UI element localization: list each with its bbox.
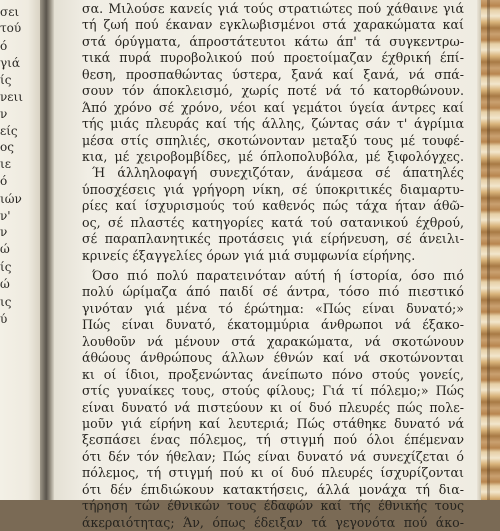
text-line: σουν τόν άποκλεισμό, χωρίς ποτέ νά τό κατορθώνουν. — [82, 83, 464, 99]
left-page-fragment: ν — [0, 107, 8, 121]
left-page-fragment: ίς — [0, 260, 12, 274]
left-page-fragment: ώ — [0, 277, 10, 291]
text-line: θεση, προσπαθώντας ύστερα, ξανά καί ξανά, νά σπά- — [82, 66, 464, 82]
left-page-fragment: ό — [0, 174, 8, 188]
left-page-fragment: ιών — [0, 192, 22, 206]
text-line: άθώους άνθρώπους άλλων έθνών καί νά σκοτώνονται — [82, 350, 464, 366]
left-page-fragment: νειι — [0, 90, 23, 104]
text-line: Άπό χρόνο σέ χρόνο, νέοι καί γεμάτοι ύγεία άντρες καί — [82, 99, 464, 115]
text-line: κι οί ίδιοι, προξενώντας άνείπωτο πόνο στούς γονείς, — [82, 366, 464, 382]
text-line: ος, σέ πλαστές κατηγορίες κατά τού σατανικού έχθρού, — [82, 214, 464, 230]
text-line: τή ζωή πού έκαναν εγκλωβισμένοι στά χαρακώματα καί — [82, 17, 464, 33]
text-line: ότι δέν τόν ήθελαν; Πώς είναι δυνατό νά συνεχίζεται ό — [82, 448, 464, 464]
text-line: τικά πυρά πυροβολικού πού προετοίμαζαν έχθρική έπί- — [82, 50, 464, 66]
text-line: λουθοῦν νά μένουν στά χαρακώματα, νά σκοτώνουν — [82, 333, 464, 349]
text-line: γινόταν γιά μένα τό έρώτημα: «Πώς είναι δυνατό;» — [82, 300, 464, 316]
text-line: ύποσχέσεις γιά γρήγορη νίκη, σέ ύποκριτικές διαμαρτυ- — [82, 181, 464, 197]
text-line: κια, μέ χειροβομβίδες, μέ όπλοπολυβόλα, μέ ξιφολόγχες. — [82, 148, 464, 164]
text-line: σέ παραπλανητικές προτάσεις γιά είρήνευση, σέ άνειλι- — [82, 231, 464, 247]
text-line: κρινείς έξαγγελίες όρων γιά μιά συμφωνία είρήνης. — [82, 247, 416, 263]
left-page-fragment: ύ — [0, 312, 8, 326]
text-line: στίς γυναίκες τους, στούς φίλους; Γιά τί πόλεμο;» Πώς — [82, 383, 464, 399]
left-page-fragment: είς — [0, 124, 18, 138]
body-text — [82, 1, 464, 531]
text-line: πόλεμος, τή στιγμή πού κι οί δυό πλευρές ίσχυρίζονται — [82, 465, 464, 481]
text-line: πολύ ώρίμαζα άπό παιδί σέ άντρα, τόσο πιό πιεστικό — [82, 284, 464, 300]
left-page-fragment: ό — [0, 39, 8, 53]
text-line: άκεραιότητας; Άν, όπως έδειξαν τά γεγονότα πού άκο- — [82, 514, 464, 530]
left-page-fragment: ν' — [0, 209, 11, 223]
left-page-fragment: ος — [0, 140, 14, 154]
left-page-fragment: ίς — [0, 73, 12, 87]
text-line: στά όρύγματα, άπροστάτευτοι κάτω άπ' τά συγκεντρω- — [82, 33, 464, 49]
left-page-fragment: ις — [0, 295, 12, 309]
left-page-fragment: ν — [0, 225, 8, 239]
left-page-fragment: γιά — [0, 56, 20, 70]
left-page-fragment: ιε — [0, 157, 11, 171]
left-page — [0, 0, 40, 500]
book-gutter — [40, 0, 54, 500]
text-line: τήρηση τών έθνικών τους έδαφών καί τής έθνικής τους — [82, 498, 464, 514]
text-line: ότι δέν έπιδιώκουν κατακτήσεις, άλλά μονάχα τή δια- — [82, 481, 464, 497]
left-page-fragment: σει — [0, 5, 20, 19]
left-page-fragment: ώ — [0, 242, 10, 256]
page-stack-edge — [477, 0, 500, 500]
text-line: είναι δυνατό νά πιστεύουν κι οί δυό πλευρές πώς πολε- — [82, 399, 464, 415]
text-line: σα. Μιλούσε κανείς γιά τούς στρατιώτες πού χάθαινε γιά — [82, 1, 464, 16]
text-line: Πώς είναι δυνατό, έκατομμύρια άνθρωποι νά έξακο- — [82, 317, 464, 333]
text-line: ξεσπάσει ένας πόλεμος, τή στιγμή πού όλοι έπέμεναν — [82, 432, 464, 448]
right-page — [54, 0, 477, 530]
text-line: Ή άλληλοφαγή συνεχιζόταν, άνάμεσα σέ άπατηλές — [92, 165, 464, 181]
text-line: μοῦν γιά είρήνη καί λευτεριά; Πώς στάθηκε δυνατό νά — [82, 415, 464, 431]
left-page-fragment: τού — [0, 21, 22, 35]
text-line: μέσα στίς σπηλιές, σκοτώνονταν μεταξύ τους μέ τουφέ- — [82, 132, 464, 148]
text-line: Όσο πιό πολύ παρατεινόταν αύτή ή ίστορία, όσο πιό — [92, 268, 464, 283]
text-line: ρίες καί ίσχυρισμούς τού καθενός πώς τάχα ήταν άθῶ- — [82, 198, 464, 214]
text-line: τής μιάς πλευράς καί τής άλλης, ζώντας σάν τ' άγρίμια — [82, 116, 464, 132]
